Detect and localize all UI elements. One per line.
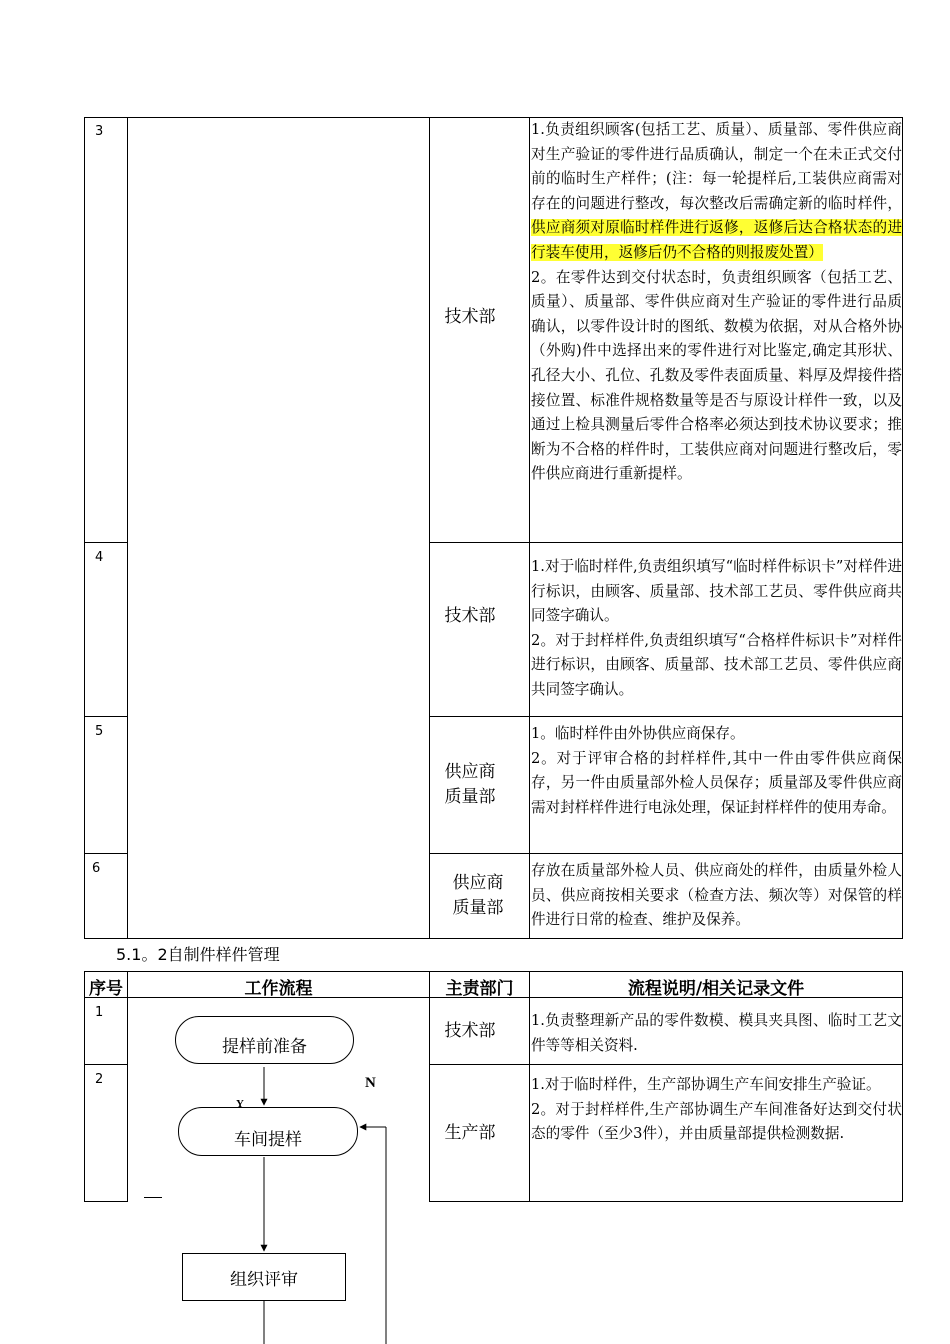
row-number: 4	[95, 550, 104, 565]
description-cell: 1.对于临时样件,负责组织填写“临时样件标识卡”对样件进行标识，由顾客、质量部、技术部工艺员、零件供应商共同签字确认。 2。对于封样样件,负责组织填写“合格样件标识卡”对样件进行标识，由顾客、质量部、技术部工艺员、零件供应商共同签字确认。	[531, 558, 902, 698]
department-cell: 技术部	[444, 1021, 496, 1041]
department-cell: 技术部	[444, 307, 496, 327]
header-desc: 流程说明/相关记录文件	[627, 979, 805, 999]
description-cell: 1.对于临时样件，生产部协调生产车间安排生产验证。 2。对于封样样件,生产部协调生产车间准备好达到交付状态的零件（至少3件），并由质量部提供检测数据.	[531, 1076, 902, 1143]
flow-label-y: Y	[236, 1098, 244, 1110]
flow-node-prepare: 提样前准备	[175, 1016, 354, 1064]
department-cell: 供应商 质量部	[452, 873, 504, 918]
department-cell: 技术部	[444, 606, 496, 626]
description-cell: 1.负责组织顾客(包括工艺、质量）、质量部、零件供应商对生产验证的零件进行品质确认，制定一个在未正式交付前的临时生产样件；(注：每一轮提样后,工装供应商需对存在的问题进行整改，每次整改后需确定新的临时样件，供应商须对原临时样件进行返修，返修后达合格状态的进行装车使用，返修后仍不合格的则报废处置） 2。在零件达到交付状态时，负责组织顾客（包括工艺、质量）、质量部、零件供应商对生产验证的零件进行品质确认，以零件设计时的图纸、数模为依据，对从合格外协（外购)件中选择出来的零件进行对比鉴定,确定其形状、孔径大小、孔位、孔数及零件表面质量、料厚及焊接件搭接位置、标准件规格数量等是否与原设计样件一致，以及通过上检具测量后零件合格率必须达到技术协议要求；推断为不合格的样件时，工装供应商对问题进行整改后，零件供应商进行重新提样。	[531, 121, 902, 483]
row-number: 2	[95, 1072, 104, 1087]
header-num: 序号	[89, 979, 123, 999]
flow-label-n: N	[365, 1075, 376, 1091]
flow-node-review: 组织评审	[182, 1253, 346, 1301]
description-cell: 1。临时样件由外协供应商保存。 2。对于评审合格的封样样件,其中一件由零件供应商保存，另一件由质量部外检人员保存；质量部及零件供应商需对封样样件进行电泳处理，保证封样样件的使用寿命。	[531, 725, 902, 816]
flow-node-workshop: 车间提样	[178, 1107, 358, 1156]
description-cell: 存放在质量部外检人员、供应商处的样件，由质量外检人员、供应商按相关要求（检查方法、频次等）对保管的样件进行日常的检查、维护及保养。	[531, 862, 902, 929]
header-dept: 主责部门	[445, 979, 514, 999]
section-title: 5.1。2自制件样件管理	[116, 945, 280, 964]
row-number: 6	[92, 861, 101, 876]
department-cell: 供应商 质量部	[444, 762, 496, 807]
row-number: 3	[95, 124, 104, 139]
highlighted-text: 供应商须对原临时样件进行返修，返修后达合格状态的进行装车使用，返修后仍不合格的则报废处置）	[531, 219, 902, 261]
description-cell: 1.负责整理新产品的零件数模、模具夹具图、临时工艺文件等等相关资料.	[531, 1012, 902, 1054]
row-number: 5	[95, 724, 104, 739]
header-flow: 工作流程	[244, 979, 313, 999]
row-number: 1	[95, 1005, 104, 1020]
department-cell: 生产部	[444, 1123, 496, 1143]
